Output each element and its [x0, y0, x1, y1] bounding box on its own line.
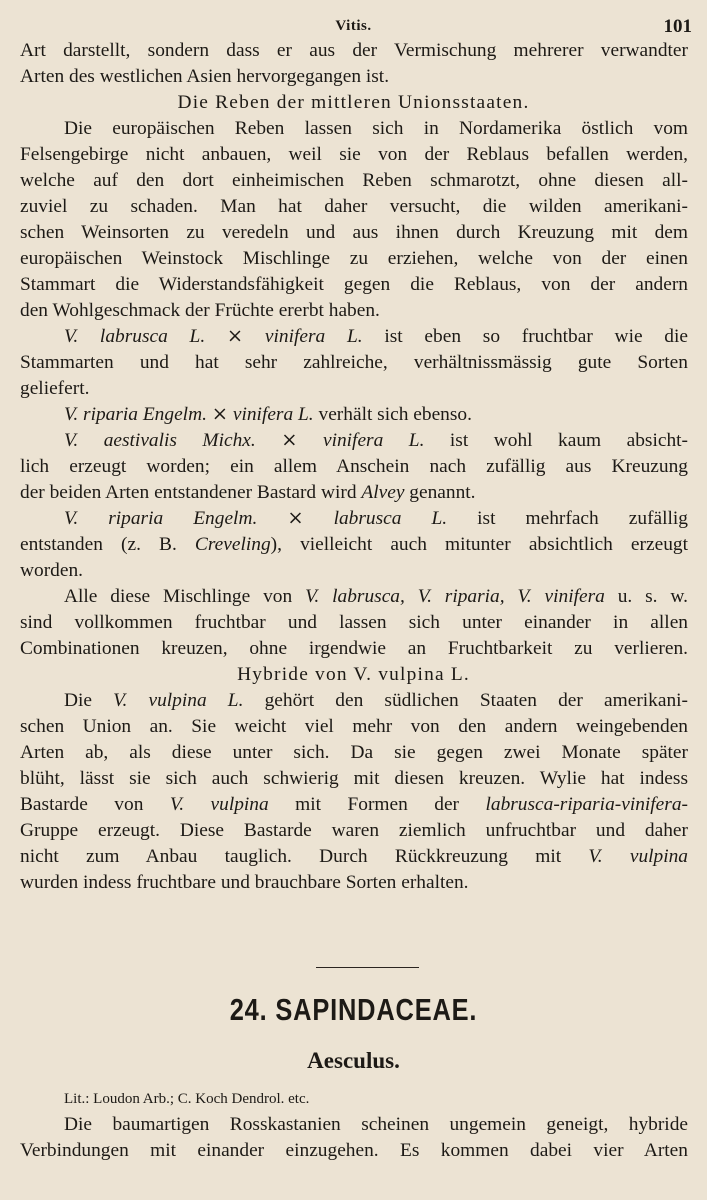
text-line: worden.	[20, 560, 84, 581]
text-line: Arten ab, als diese unter sich. Da sie gegen zwei Monate später	[20, 742, 688, 763]
text-line	[64, 428, 688, 454]
text-fragment: genannt.	[404, 482, 476, 503]
literature-note: Lit.: Loudon Arb.; C. Koch Dendrol. etc.	[64, 1091, 310, 1107]
text-fragment: nicht zum Anbau tauglich. Durch Rückkreuzung mit	[20, 846, 589, 867]
text-line: geliefert.	[20, 378, 90, 399]
text-line: sind vollkommen fruchtbar und lassen sich unter einander in allen	[20, 612, 688, 633]
section-title: 24. SAPINDACEAE.	[229, 992, 478, 1027]
text-fragment: Die	[64, 690, 114, 711]
text-line: Stammart die Widerstandsfähigkeit gegen die Reblaus, von der andern	[20, 274, 688, 295]
text-line: Verbindungen mit einander einzugehen. Es kommen dabei vier Arten	[20, 1140, 688, 1161]
species-name: V. vulpina L.	[113, 690, 244, 711]
text-line: zuviel zu schaden. Man hat daher versucht, die wilden amerikani-	[20, 196, 688, 217]
species-names: V. labrusca, V. riparia, V. vinifera	[305, 586, 605, 607]
section-divider	[316, 967, 419, 968]
text-fragment: gehört den südlichen Staaten der amerikani-	[243, 690, 688, 711]
text-line: lich erzeugt worden; ein allem Anschein nach zufällig aus Kreuzung	[20, 456, 688, 477]
group-name: labrusca-riparia-vinifera-	[485, 794, 688, 815]
text-line	[64, 506, 688, 532]
text-fragment: ), vielleicht auch mitunter absichtlich erzeugt	[270, 534, 688, 555]
text-line: Felsengebirge nicht anbauen, weil sie von der Reblaus befallen werden,	[20, 144, 688, 165]
text-line: blüht, lässt sie sich auch schwierig mit diesen kreuzen. Wylie hat indess	[20, 768, 688, 789]
text-fragment: u. s. w.	[604, 586, 688, 607]
text-line: Die europäischen Reben lassen sich in Nordamerika östlich vom	[64, 118, 688, 139]
text-line	[20, 792, 688, 818]
text-fragment: verhält sich ebenso.	[313, 404, 472, 425]
text-line	[64, 324, 688, 350]
subheading: Hybride von V. vulpina L.	[237, 664, 470, 685]
subheading: Die Reben der mittleren Unionsstaaten.	[177, 92, 530, 113]
text-line	[20, 844, 688, 870]
text-line	[20, 480, 688, 506]
cultivar-name: Alvey	[361, 482, 405, 503]
text-line: welche auf den dort einheimischen Reben schmarotzt, ohne diesen all-	[20, 170, 688, 191]
text-fragment: Alle diese Mischlinge von	[64, 586, 306, 607]
text-fragment: der beiden Arten entstandener Bastard wird	[20, 482, 362, 503]
text-line: Die baumartigen Rosskastanien scheinen ungemein geneigt, hybride	[64, 1114, 688, 1135]
text-fragment: ist eben so fruchtbar wie die	[362, 326, 688, 347]
genus-heading: Aesculus.	[307, 1048, 400, 1073]
text-line: Combinationen kreuzen, ohne irgendwie an Fruchtbarkeit zu verlieren.	[20, 638, 688, 659]
text-line: schen Union an. Sie weicht viel mehr von den andern weingebenden	[20, 716, 688, 737]
text-line	[64, 688, 688, 714]
text-fragment: ist mehrfach zufällig	[447, 508, 688, 529]
species-name: V. riparia Engelm. ⨯ labrusca L.	[64, 508, 448, 529]
text-fragment: mit Formen der	[268, 794, 486, 815]
text-line: schen Weinsorten zu veredeln und aus ihnen durch Kreuzung mit dem	[20, 222, 688, 243]
text-line: Stammarten und hat sehr zahlreiche, verhältnissmässig gute Sorten	[20, 352, 688, 373]
text-line: Gruppe erzeugt. Diese Bastarde waren ziemlich unfruchtbar und daher	[20, 820, 688, 841]
text-fragment: Bastarde von	[20, 794, 170, 815]
page-number: 101	[663, 16, 692, 37]
text-fragment: ist wohl kaum absicht-	[424, 430, 688, 451]
text-line: den Wohlgeschmack der Früchte ererbt haben.	[20, 300, 380, 321]
text-line: Arten des westlichen Asien hervorgegangen ist.	[20, 66, 390, 87]
text-line	[20, 532, 688, 558]
text-fragment: entstanden (z. B.	[20, 534, 195, 555]
species-name: V. aestivalis Michx. ⨯ vinifera L.	[64, 430, 425, 451]
species-name: V. labrusca L. ⨯ vinifera L.	[64, 326, 363, 347]
cultivar-name: Creveling	[194, 534, 271, 555]
species-name: V. vulpina	[169, 794, 269, 815]
text-line	[64, 584, 688, 610]
species-name: V. riparia Engelm. ⨯ vinifera L.	[64, 404, 314, 425]
species-name: V. vulpina	[588, 846, 688, 867]
text-line	[64, 402, 688, 428]
running-title: Vitis.	[335, 18, 372, 34]
text-line: Art darstellt, sondern dass er aus der Vermischung mehrerer verwandter	[20, 40, 688, 61]
text-line: europäischen Weinstock Mischlinge zu erziehen, welche von der einen	[20, 248, 688, 269]
text-line: wurden indess fruchtbare und brauchbare Sorten erhalten.	[20, 872, 469, 893]
